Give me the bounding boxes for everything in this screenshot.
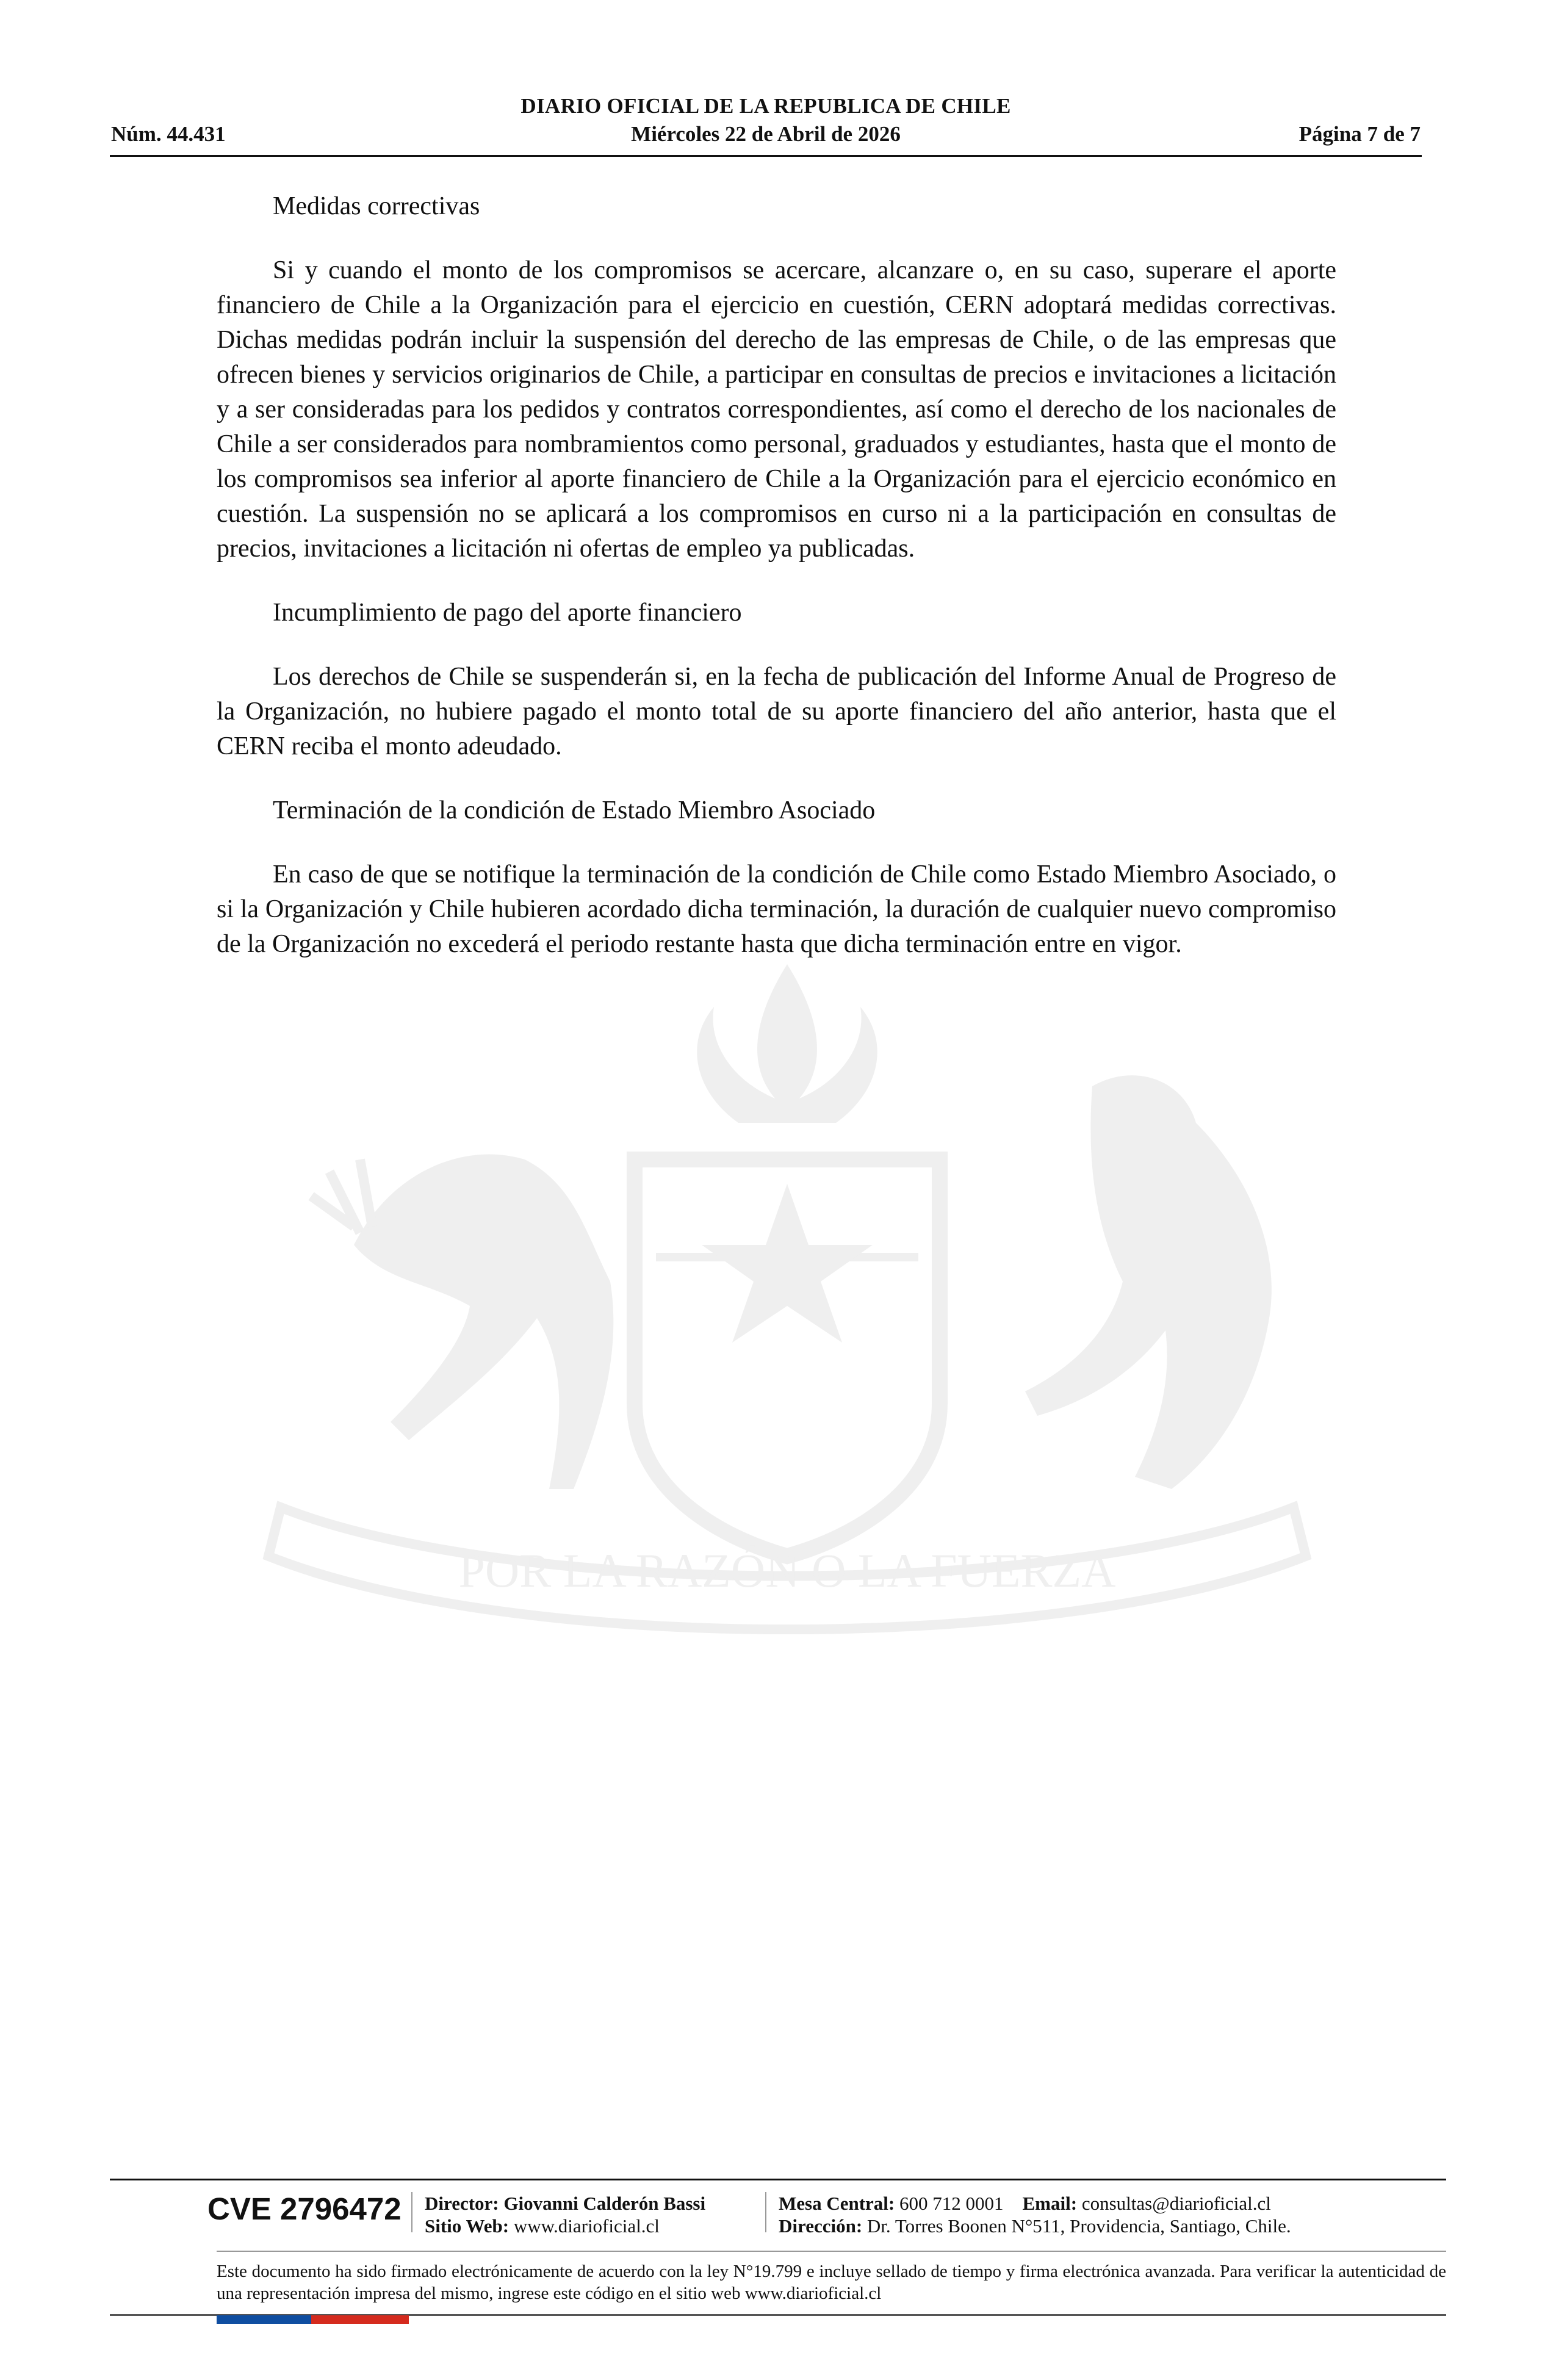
header-divider bbox=[110, 155, 1422, 157]
section-heading: Incumplimiento de pago del aporte financiero bbox=[273, 599, 742, 627]
address-label: Dirección: bbox=[779, 2215, 863, 2237]
website-line bbox=[425, 2215, 705, 2237]
page-number: Página 7 de 7 bbox=[1298, 122, 1421, 146]
footer-contact-column-1 bbox=[425, 2192, 705, 2237]
website-label: Sitio Web: bbox=[425, 2215, 510, 2237]
cve-code: CVE 2796472 bbox=[207, 2191, 402, 2226]
legal-notice: Este documento ha sido firmado electrónicamente de acuerdo con la ley N°19.799 e incluye sellado de tiempo y firma electrónica avanzada. Para verificar la autenticidad de una representación impresa del mismo, ingrese este código en el sitio web www.diarioficial.cl bbox=[217, 2262, 1446, 2303]
section-paragraph: Los derechos de Chile se suspenderán si, en la fecha de publicación del Informe Anual de Progreso de la Organización, no hubiere pagado el monto total de su aporte financiero del año anterior, hasta que el CERN reciba el monto adeudado. bbox=[217, 663, 1336, 760]
footer-contact-column-2 bbox=[779, 2192, 1291, 2237]
section-paragraph: En caso de que se notifique la terminación de la condición de Chile como Estado Miembro Asociado, o si la Organización y Chile hubieren acordado dicha terminación, la duración de cualquier nuevo compromiso de la Organización no excederá el periodo restante hasta que dicha terminación entre en vigor. bbox=[217, 860, 1336, 958]
section-heading: Terminación de la condición de Estado Miembro Asociado bbox=[273, 796, 876, 824]
director-line bbox=[425, 2192, 705, 2215]
newspaper-title: DIARIO OFICIAL DE LA REPUBLICA DE CHILE bbox=[520, 94, 1011, 118]
address-value: Dr. Torres Boonen N°511, Providencia, Santiago, Chile. bbox=[866, 2215, 1291, 2237]
footer-separator bbox=[411, 2192, 412, 2232]
email-link[interactable]: consultas@diarioficial.cl bbox=[1081, 2193, 1271, 2214]
footer-mid-divider bbox=[217, 2251, 1446, 2252]
coat-of-arms-watermark bbox=[207, 940, 1367, 1672]
address-line bbox=[779, 2215, 1291, 2237]
watermark-motto: POR LA RAZÓN O LA FUERZA bbox=[458, 1544, 1116, 1597]
issue-date: Miércoles 22 de Abril de 2026 bbox=[631, 122, 901, 146]
email-label: Email: bbox=[1022, 2193, 1078, 2214]
phone-email-line bbox=[779, 2192, 1291, 2215]
director-label: Director: bbox=[425, 2193, 499, 2214]
section-heading: Medidas correctivas bbox=[273, 192, 480, 220]
section-paragraph: Si y cuando el monto de los compromisos se acercare, alcanzare o, en su caso, superare el aporte financiero de Chile a la Organización para el ejercicio en cuestión, CERN adoptará medidas correctivas. Dichas medidas podrán incluir la suspensión del derecho de las empresas de Chile, o de las empresas que ofrecen bienes y servicios originarios de Chile, a participar en consultas de precios e invitaciones a licitación y a ser consideradas para los pedidos y contratos correspondientes, así como el derecho de los nacionales de Chile a ser considerados para nombramientos como personal, graduados y estudiantes, hasta que el monto de los compromisos sea inferior al aporte financiero de Chile a la Organización para el ejercicio económico en cuestión. La suspensión no se aplicará a los compromisos en curso ni a la participación en consultas de precios, invitaciones a licitación ni ofertas de empleo ya publicadas. bbox=[217, 256, 1336, 563]
flag-stripe-blue bbox=[217, 2315, 311, 2324]
document-body bbox=[217, 189, 1336, 991]
footer-top-divider bbox=[110, 2179, 1446, 2180]
flag-stripe-red bbox=[311, 2315, 409, 2324]
phone-number: 600 712 0001 bbox=[899, 2193, 1004, 2214]
issue-number: Núm. 44.431 bbox=[111, 122, 226, 146]
phone-label: Mesa Central: bbox=[779, 2193, 895, 2214]
director-name: Giovanni Calderón Bassi bbox=[503, 2193, 706, 2214]
page-footer bbox=[110, 2179, 1446, 2325]
footer-separator bbox=[765, 2192, 766, 2232]
page-header bbox=[110, 92, 1422, 159]
website-link[interactable]: www.diarioficial.cl bbox=[513, 2215, 660, 2237]
